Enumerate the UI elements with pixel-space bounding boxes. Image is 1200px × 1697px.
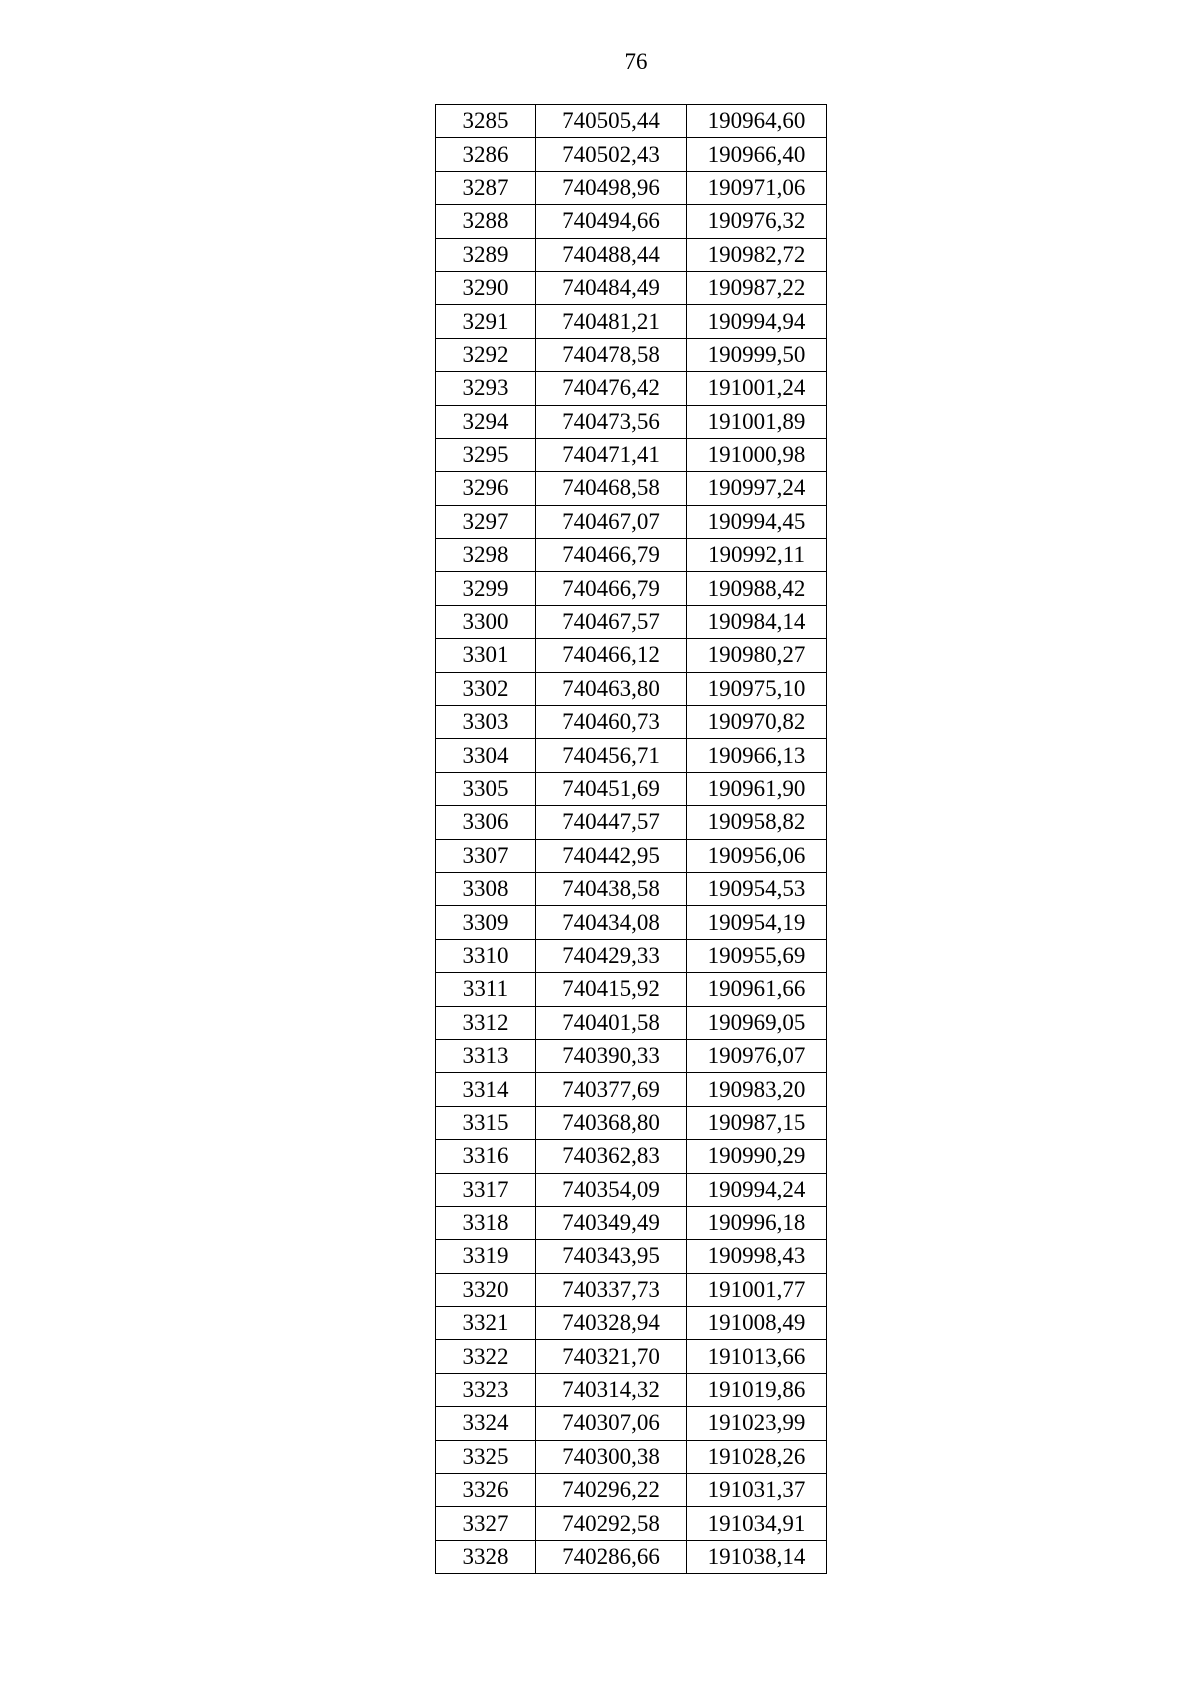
- table-row: [436, 1073, 827, 1106]
- x-coordinate-cell: 740467,07: [536, 505, 687, 538]
- point-number-cell: 3289: [436, 238, 536, 271]
- y-coordinate-cell: 190976,07: [687, 1039, 827, 1072]
- x-coordinate-cell: 740471,41: [536, 438, 687, 471]
- table-row: [436, 205, 827, 238]
- point-number-cell: 3303: [436, 706, 536, 739]
- point-number-cell: 3300: [436, 605, 536, 638]
- table-row: [436, 772, 827, 805]
- y-coordinate-cell: 190994,94: [687, 305, 827, 338]
- table-row: [436, 1373, 827, 1406]
- table-row: [436, 839, 827, 872]
- x-coordinate-cell: 740292,58: [536, 1507, 687, 1540]
- y-coordinate-cell: 190983,20: [687, 1073, 827, 1106]
- x-coordinate-cell: 740390,33: [536, 1039, 687, 1072]
- point-number-cell: 3317: [436, 1173, 536, 1206]
- y-coordinate-cell: 190999,50: [687, 338, 827, 371]
- point-number-cell: 3308: [436, 872, 536, 905]
- x-coordinate-cell: 740502,43: [536, 138, 687, 171]
- y-coordinate-cell: 191013,66: [687, 1340, 827, 1373]
- point-number-cell: 3322: [436, 1340, 536, 1373]
- y-coordinate-cell: 190990,29: [687, 1140, 827, 1173]
- x-coordinate-cell: 740468,58: [536, 472, 687, 505]
- point-number-cell: 3327: [436, 1507, 536, 1540]
- point-number-cell: 3288: [436, 205, 536, 238]
- x-coordinate-cell: 740488,44: [536, 238, 687, 271]
- x-coordinate-cell: 740296,22: [536, 1474, 687, 1507]
- table-row: [436, 1173, 827, 1206]
- x-coordinate-cell: 740478,58: [536, 338, 687, 371]
- x-coordinate-cell: 740337,73: [536, 1273, 687, 1306]
- table-row: [436, 1240, 827, 1273]
- y-coordinate-cell: 190956,06: [687, 839, 827, 872]
- point-number-cell: 3328: [436, 1540, 536, 1573]
- point-number-cell: 3296: [436, 472, 536, 505]
- x-coordinate-cell: 740438,58: [536, 872, 687, 905]
- table-row: [436, 1340, 827, 1373]
- point-number-cell: 3287: [436, 171, 536, 204]
- x-coordinate-cell: 740498,96: [536, 171, 687, 204]
- x-coordinate-cell: 740314,32: [536, 1373, 687, 1406]
- point-number-cell: 3302: [436, 672, 536, 705]
- x-coordinate-cell: 740460,73: [536, 706, 687, 739]
- table-row: [436, 372, 827, 405]
- y-coordinate-cell: 190994,45: [687, 505, 827, 538]
- y-coordinate-cell: 190988,42: [687, 572, 827, 605]
- y-coordinate-cell: 190987,15: [687, 1106, 827, 1139]
- table-row: [436, 171, 827, 204]
- y-coordinate-cell: 190954,53: [687, 872, 827, 905]
- x-coordinate-cell: 740442,95: [536, 839, 687, 872]
- x-coordinate-cell: 740321,70: [536, 1340, 687, 1373]
- point-number-cell: 3309: [436, 906, 536, 939]
- y-coordinate-cell: 191038,14: [687, 1540, 827, 1573]
- x-coordinate-cell: 740505,44: [536, 105, 687, 138]
- y-coordinate-cell: 190987,22: [687, 271, 827, 304]
- table-row: [436, 605, 827, 638]
- x-coordinate-cell: 740466,79: [536, 539, 687, 572]
- y-coordinate-cell: 190961,66: [687, 973, 827, 1006]
- y-coordinate-cell: 191028,26: [687, 1440, 827, 1473]
- table-row: [436, 271, 827, 304]
- point-number-cell: 3285: [436, 105, 536, 138]
- x-coordinate-cell: 740476,42: [536, 372, 687, 405]
- point-number-cell: 3316: [436, 1140, 536, 1173]
- table-row: [436, 672, 827, 705]
- x-coordinate-cell: 740451,69: [536, 772, 687, 805]
- y-coordinate-cell: 191019,86: [687, 1373, 827, 1406]
- y-coordinate-cell: 191008,49: [687, 1307, 827, 1340]
- y-coordinate-cell: 190971,06: [687, 171, 827, 204]
- y-coordinate-cell: 191001,89: [687, 405, 827, 438]
- x-coordinate-cell: 740415,92: [536, 973, 687, 1006]
- x-coordinate-cell: 740456,71: [536, 739, 687, 772]
- table-row: [436, 1039, 827, 1072]
- table-row: [436, 872, 827, 905]
- y-coordinate-cell: 190955,69: [687, 939, 827, 972]
- x-coordinate-cell: 740467,57: [536, 605, 687, 638]
- y-coordinate-cell: 190966,40: [687, 138, 827, 171]
- table-row: [436, 539, 827, 572]
- x-coordinate-cell: 740466,12: [536, 639, 687, 672]
- y-coordinate-cell: 190996,18: [687, 1206, 827, 1239]
- point-number-cell: 3293: [436, 372, 536, 405]
- point-number-cell: 3305: [436, 772, 536, 805]
- x-coordinate-cell: 740481,21: [536, 305, 687, 338]
- y-coordinate-cell: 190961,90: [687, 772, 827, 805]
- x-coordinate-cell: 740466,79: [536, 572, 687, 605]
- table-row: [436, 1540, 827, 1573]
- table-row: [436, 906, 827, 939]
- x-coordinate-cell: 740349,49: [536, 1206, 687, 1239]
- x-coordinate-cell: 740429,33: [536, 939, 687, 972]
- table-row: [436, 806, 827, 839]
- table-row: [436, 238, 827, 271]
- point-number-cell: 3323: [436, 1373, 536, 1406]
- table-row: [436, 1206, 827, 1239]
- x-coordinate-cell: 740328,94: [536, 1307, 687, 1340]
- x-coordinate-cell: 740343,95: [536, 1240, 687, 1273]
- point-number-cell: 3294: [436, 405, 536, 438]
- table-row: [436, 1474, 827, 1507]
- x-coordinate-cell: 740447,57: [536, 806, 687, 839]
- y-coordinate-cell: 190998,43: [687, 1240, 827, 1273]
- table-row: [436, 338, 827, 371]
- x-coordinate-cell: 740484,49: [536, 271, 687, 304]
- table-row: [436, 939, 827, 972]
- y-coordinate-cell: 190992,11: [687, 539, 827, 572]
- point-number-cell: 3313: [436, 1039, 536, 1072]
- point-number-cell: 3292: [436, 338, 536, 371]
- point-number-cell: 3306: [436, 806, 536, 839]
- point-number-cell: 3310: [436, 939, 536, 972]
- table-row: [436, 472, 827, 505]
- y-coordinate-cell: 190980,27: [687, 639, 827, 672]
- point-number-cell: 3304: [436, 739, 536, 772]
- x-coordinate-cell: 740377,69: [536, 1073, 687, 1106]
- table-row: [436, 1440, 827, 1473]
- y-coordinate-cell: 190994,24: [687, 1173, 827, 1206]
- table-row: [436, 1006, 827, 1039]
- point-number-cell: 3312: [436, 1006, 536, 1039]
- x-coordinate-cell: 740494,66: [536, 205, 687, 238]
- x-coordinate-cell: 740362,83: [536, 1140, 687, 1173]
- y-coordinate-cell: 190976,32: [687, 205, 827, 238]
- table-row: [436, 1140, 827, 1173]
- point-number-cell: 3319: [436, 1240, 536, 1273]
- table-row: [436, 706, 827, 739]
- point-number-cell: 3291: [436, 305, 536, 338]
- x-coordinate-cell: 740354,09: [536, 1173, 687, 1206]
- point-number-cell: 3320: [436, 1273, 536, 1306]
- point-number-cell: 3290: [436, 271, 536, 304]
- table-row: [436, 973, 827, 1006]
- y-coordinate-cell: 190970,82: [687, 706, 827, 739]
- table-row: [436, 138, 827, 171]
- coordinates-table: [435, 104, 827, 1574]
- y-coordinate-cell: 191034,91: [687, 1507, 827, 1540]
- table-row: [436, 405, 827, 438]
- point-number-cell: 3301: [436, 639, 536, 672]
- y-coordinate-cell: 190975,10: [687, 672, 827, 705]
- y-coordinate-cell: 191001,24: [687, 372, 827, 405]
- point-number-cell: 3297: [436, 505, 536, 538]
- point-number-cell: 3311: [436, 973, 536, 1006]
- y-coordinate-cell: 190964,60: [687, 105, 827, 138]
- x-coordinate-cell: 740463,80: [536, 672, 687, 705]
- table-row: [436, 1273, 827, 1306]
- point-number-cell: 3299: [436, 572, 536, 605]
- y-coordinate-cell: 190982,72: [687, 238, 827, 271]
- table-row: [436, 105, 827, 138]
- table-row: [436, 1106, 827, 1139]
- y-coordinate-cell: 190984,14: [687, 605, 827, 638]
- y-coordinate-cell: 191001,77: [687, 1273, 827, 1306]
- table-row: [436, 739, 827, 772]
- x-coordinate-cell: 740368,80: [536, 1106, 687, 1139]
- table-row: [436, 305, 827, 338]
- table-row: [436, 1507, 827, 1540]
- table-row: [436, 572, 827, 605]
- point-number-cell: 3286: [436, 138, 536, 171]
- y-coordinate-cell: 190969,05: [687, 1006, 827, 1039]
- point-number-cell: 3298: [436, 539, 536, 572]
- point-number-cell: 3321: [436, 1307, 536, 1340]
- y-coordinate-cell: 191000,98: [687, 438, 827, 471]
- x-coordinate-cell: 740307,06: [536, 1407, 687, 1440]
- table-row: [436, 1307, 827, 1340]
- y-coordinate-cell: 190997,24: [687, 472, 827, 505]
- table-row: [436, 639, 827, 672]
- table-row: [436, 505, 827, 538]
- x-coordinate-cell: 740434,08: [536, 906, 687, 939]
- page-number: 76: [624, 49, 648, 74]
- point-number-cell: 3295: [436, 438, 536, 471]
- y-coordinate-cell: 190966,13: [687, 739, 827, 772]
- point-number-cell: 3325: [436, 1440, 536, 1473]
- y-coordinate-cell: 190958,82: [687, 806, 827, 839]
- x-coordinate-cell: 740401,58: [536, 1006, 687, 1039]
- y-coordinate-cell: 190954,19: [687, 906, 827, 939]
- point-number-cell: 3307: [436, 839, 536, 872]
- point-number-cell: 3315: [436, 1106, 536, 1139]
- y-coordinate-cell: 191031,37: [687, 1474, 827, 1507]
- x-coordinate-cell: 740286,66: [536, 1540, 687, 1573]
- x-coordinate-cell: 740473,56: [536, 405, 687, 438]
- x-coordinate-cell: 740300,38: [536, 1440, 687, 1473]
- coordinates-table-body: [436, 105, 827, 1574]
- point-number-cell: 3324: [436, 1407, 536, 1440]
- y-coordinate-cell: 191023,99: [687, 1407, 827, 1440]
- table-row: [436, 1407, 827, 1440]
- table-row: [436, 438, 827, 471]
- point-number-cell: 3314: [436, 1073, 536, 1106]
- point-number-cell: 3326: [436, 1474, 536, 1507]
- point-number-cell: 3318: [436, 1206, 536, 1239]
